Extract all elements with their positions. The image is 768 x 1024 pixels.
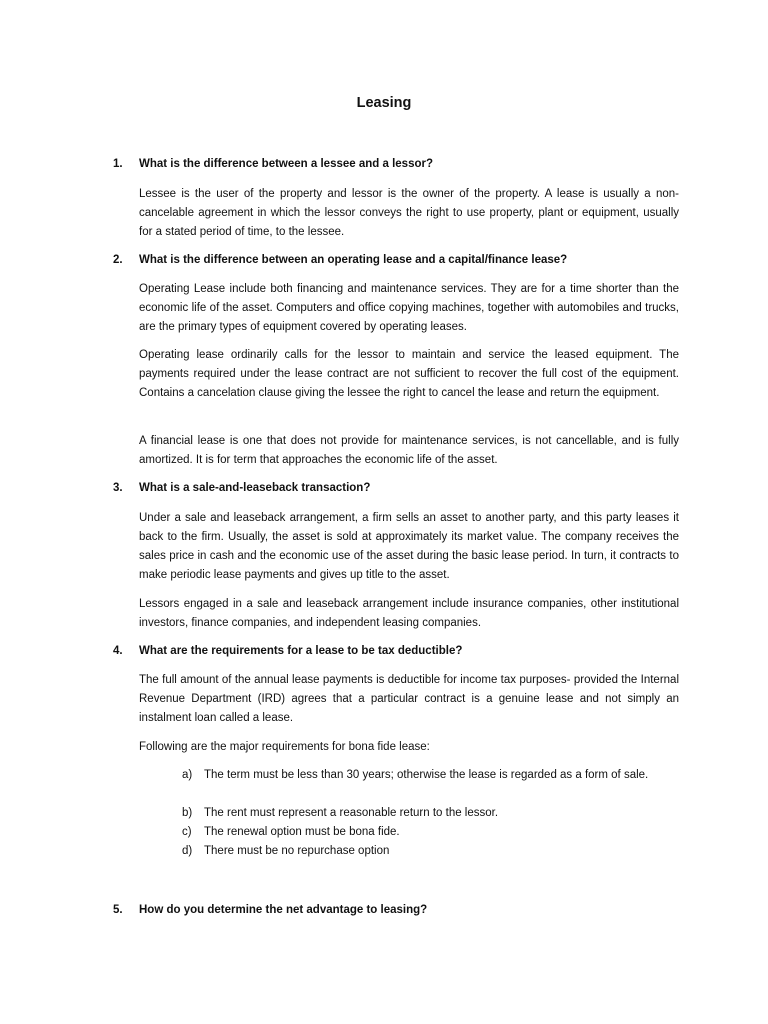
list-item-label: d): [182, 845, 193, 857]
list-item-text: There must be no repurchase option: [204, 845, 390, 857]
question-text: What is the difference between an operating lease and a capital/finance lease?: [139, 254, 568, 266]
answer-1-paragraph: Lessee is the user of the property and lessor is the owner of the property. A lease is usually a non-cancelable agreement in which the lessor conveys the right to use property, plant or equipment, usually for a stated period of time, to the lessee.: [139, 188, 679, 238]
list-item-text: The renewal option must be bona fide.: [204, 826, 400, 838]
question-text: What are the requirements for a lease to be tax deductible?: [139, 645, 463, 657]
list-item: [182, 804, 682, 823]
answer-4-paragraph-2: Following are the major requirements for bona fide lease:: [139, 741, 430, 753]
question-text: What is the difference between a lessee and a lessor?: [139, 158, 433, 170]
list-item-label: c): [182, 826, 192, 838]
list-item: [182, 823, 682, 842]
list-item-label: a): [182, 769, 193, 781]
list-item-text: The term must be less than 30 years; otherwise the lease is regarded as a form of sale.: [204, 769, 649, 781]
question-2: [113, 252, 683, 269]
question-number: 2.: [113, 254, 123, 266]
question-1: [113, 156, 683, 173]
answer-2-paragraph-2: Operating lease ordinarily calls for the lessor to maintain and service the leased equipment. The payments required under the lease contract are not sufficient to recover the full cost of the equipment. Contains a cancelation clause giving the lessee the right to cancel the lease and return the equipment.: [139, 349, 679, 399]
list-item: [182, 766, 682, 785]
question-4: [113, 643, 683, 660]
question-5: [113, 902, 683, 919]
list-item-text: The rent must represent a reasonable return to the lessor.: [204, 807, 499, 819]
list-item-label: b): [182, 807, 193, 819]
question-number: 5.: [113, 904, 123, 916]
answer-2-paragraph-3: A financial lease is one that does not provide for maintenance services, is not cancellable, and is fully amortized. It is for term that approaches the economic life of the asset.: [139, 435, 679, 466]
answer-3-paragraph-1: Under a sale and leaseback arrangement, a firm sells an asset to another party, and this party leases it back to the firm. Usually, the asset is sold at approximately its market value. The company receives the sales price in cash and the economic use of the asset during the basic lease period. In turn, it contracts to make periodic lease payments and gives up title to the asset.: [139, 512, 679, 581]
answer-3-paragraph-2: Lessors engaged in a sale and leaseback arrangement include insurance companies, other institutional investors, finance companies, and independent leasing companies.: [139, 598, 679, 629]
question-text: What is a sale-and-leaseback transaction?: [139, 482, 371, 494]
answer-2-paragraph-1: Operating Lease include both financing and maintenance services. They are for a time shorter than the economic life of the asset. Computers and office copying machines, together with automobiles and trucks, are the primary types of equipment covered by operating leases.: [139, 283, 679, 333]
question-number: 1.: [113, 158, 123, 170]
question-number: 3.: [113, 482, 123, 494]
answer-4-paragraph-1: The full amount of the annual lease payments is deductible for income tax purposes- provided the Internal Revenue Department (IRD) agrees that a particular contract is a genuine lease and not simply an instalment loan called a lease.: [139, 674, 679, 724]
question-3: [113, 480, 683, 497]
question-text: How do you determine the net advantage to leasing?: [139, 904, 428, 916]
question-number: 4.: [113, 645, 123, 657]
page-title: Leasing: [356, 95, 412, 111]
list-item: [182, 842, 682, 861]
